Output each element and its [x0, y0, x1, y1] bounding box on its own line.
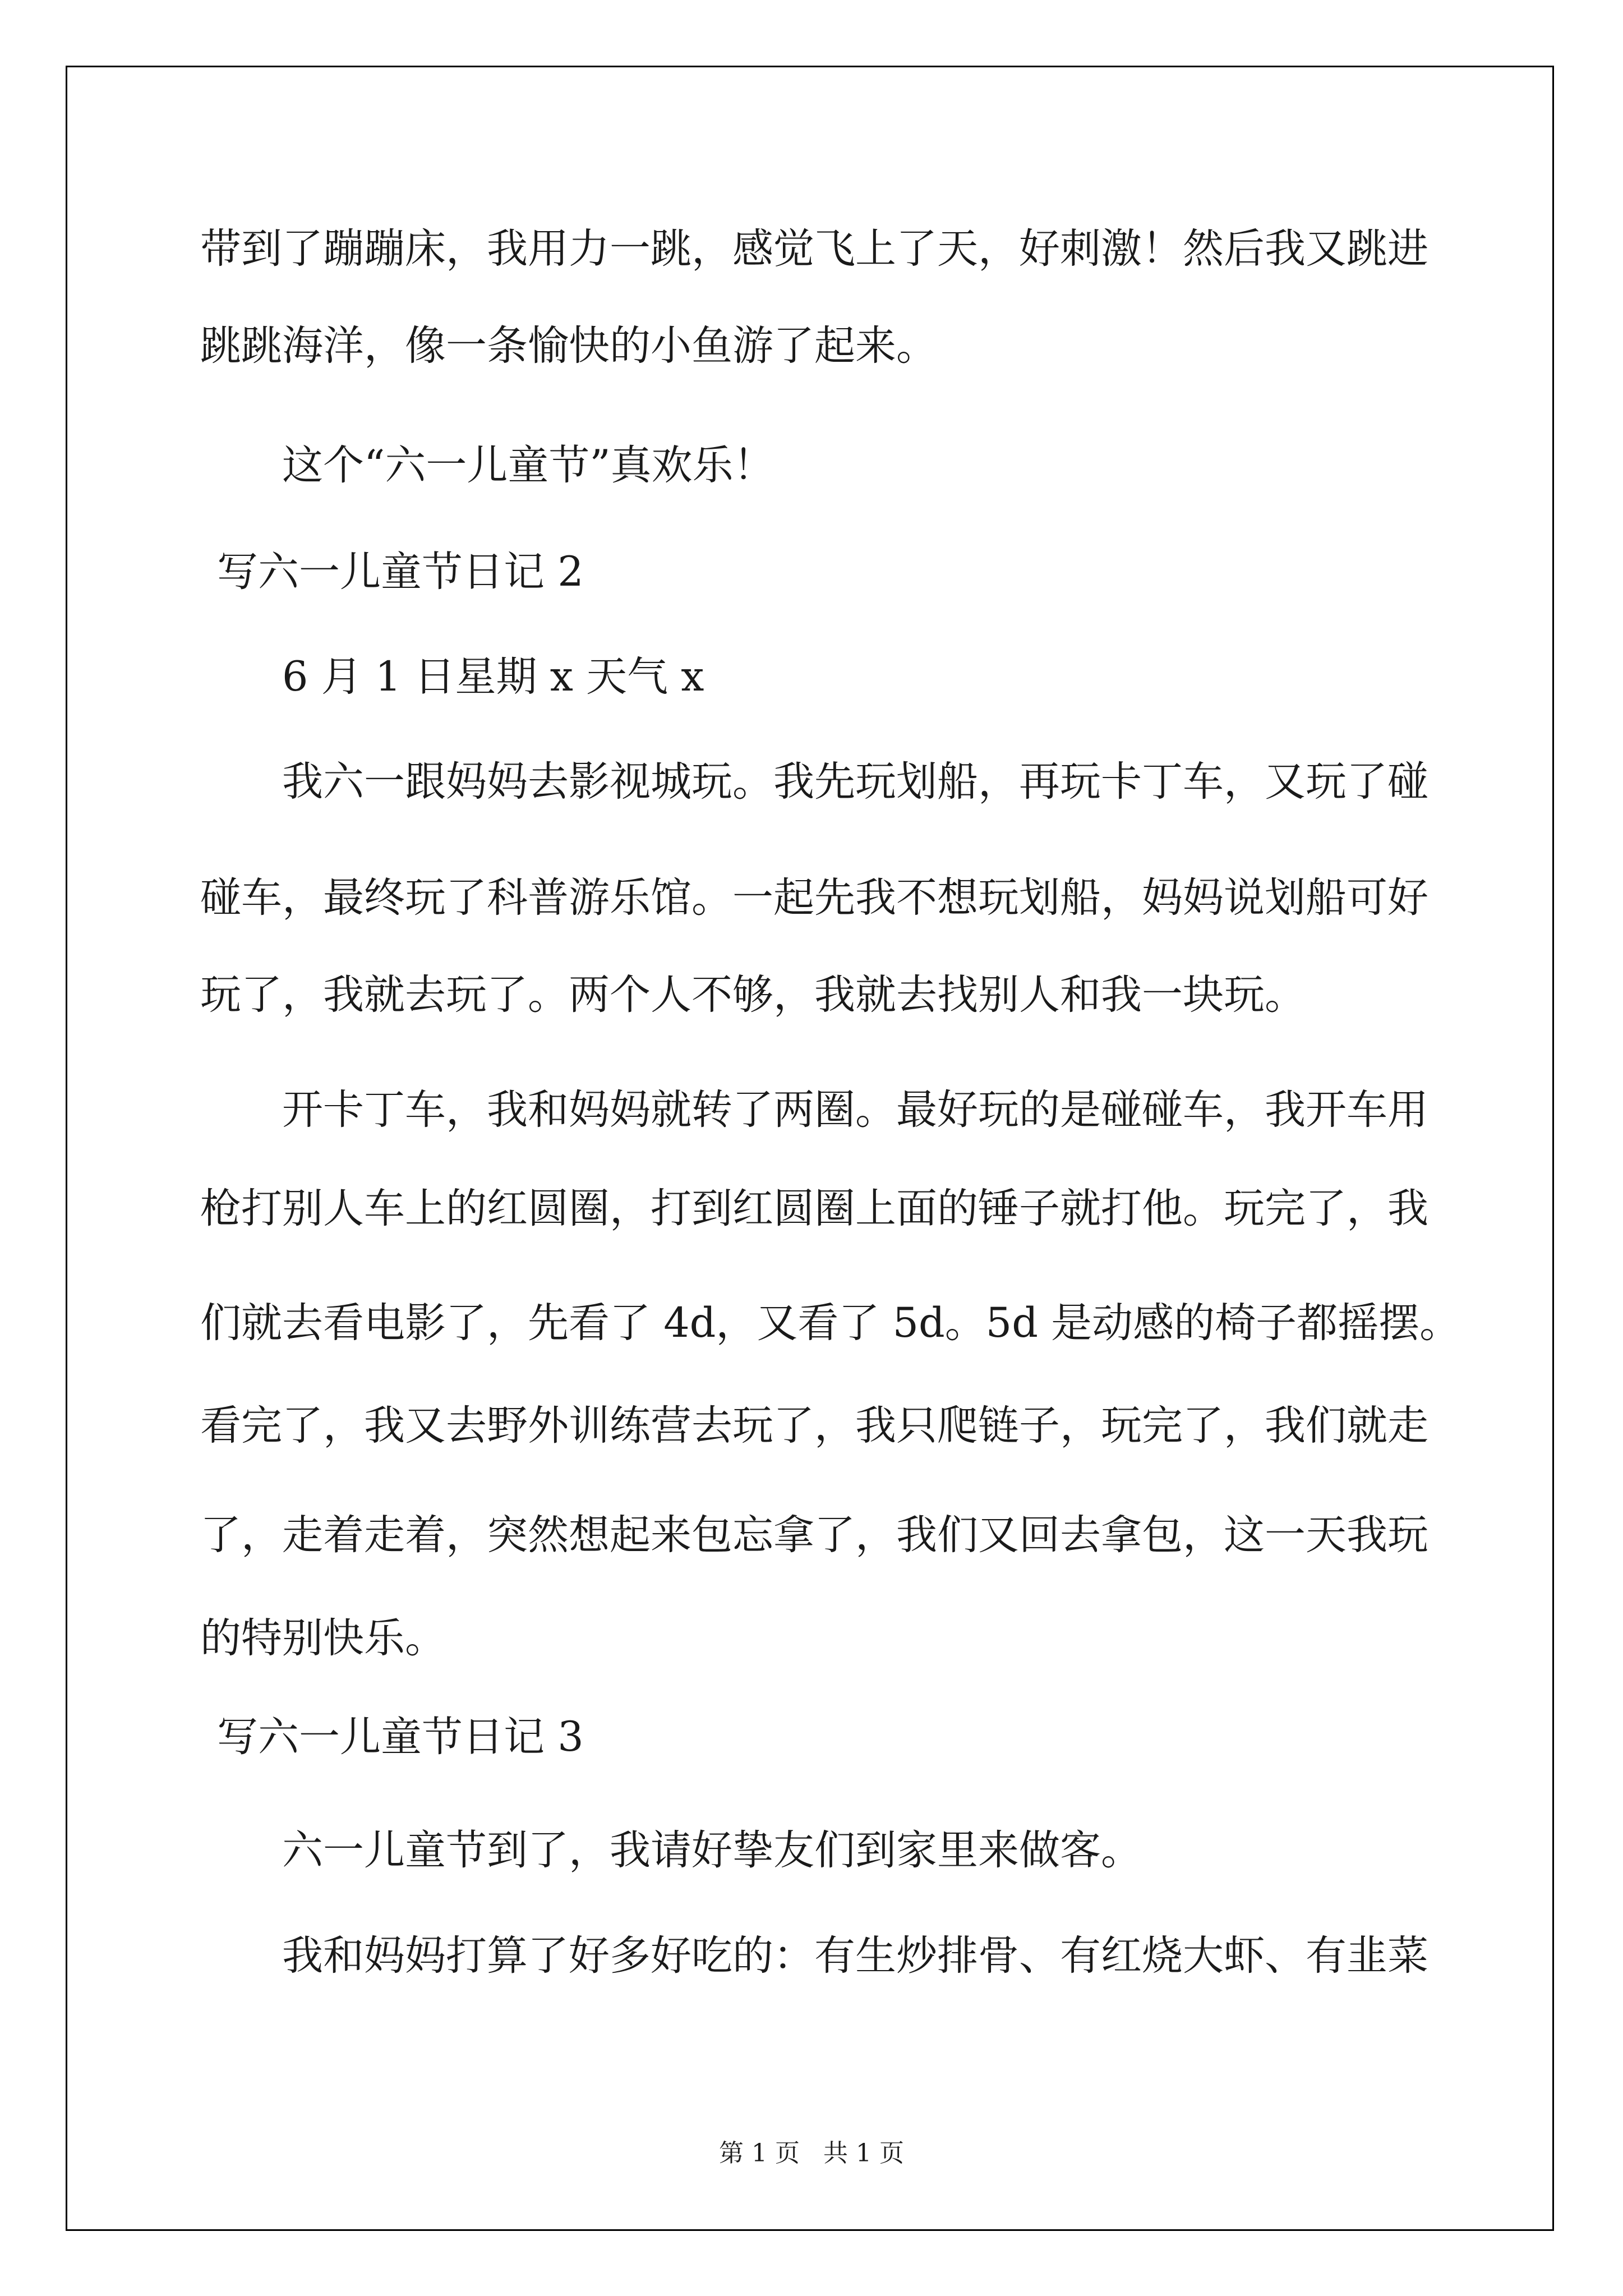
- paragraph-line: 跳跳海洋，像一条愉快的小鱼游了起来。: [200, 322, 937, 370]
- paragraph-line: 了，走着走着，突然想起来包忘拿了，我们又回去拿包，这一天我玩: [200, 1511, 1428, 1559]
- paragraph-line: 我六一跟妈妈去影视城玩。我先玩划船，再玩卡丁车，又玩了碰: [282, 758, 1428, 806]
- paragraph-line: 玩了，我就去玩了。两个人不够，我就去找别人和我一块玩。: [200, 971, 1306, 1019]
- section-heading: 写六一儿童节日记 3: [217, 1713, 584, 1761]
- paragraph-line: 开卡丁车，我和妈妈就转了两圈。最好玩的是碰碰车，我开车用: [282, 1086, 1428, 1134]
- paragraph-line: 看完了，我又去野外训练营去玩了，我只爬链子，玩完了，我们就走: [200, 1402, 1428, 1450]
- section-heading: 写六一儿童节日记 2: [217, 548, 584, 596]
- date-line: 6 月 1 日星期 x 天气 x: [282, 653, 704, 701]
- paragraph-line: 们就去看电影了，先看了 4d，又看了 5d。5d 是动感的椅子都摇摆。: [200, 1299, 1461, 1347]
- page-total: 共 1 页: [823, 2139, 904, 2168]
- paragraph-line: 六一儿童节到了，我请好挚友们到家里来做客。: [282, 1826, 1142, 1874]
- paragraph-line: 带到了蹦蹦床，我用力一跳，感觉飞上了天，好刺激！然后我又跳进: [200, 225, 1428, 273]
- paragraph-line: 我和妈妈打算了好多好吃的：有生炒排骨、有红烧大虾、有韭菜: [282, 1932, 1428, 1980]
- paragraph-line: 碰车，最终玩了科普游乐馆。一起先我不想玩划船，妈妈说划船可好: [200, 874, 1428, 922]
- paragraph-line: 这个“六一儿童节”真欢乐！: [282, 441, 774, 489]
- paragraph-line: 的特别快乐。: [200, 1614, 446, 1662]
- page-number: 第 1 页: [719, 2139, 800, 2168]
- page-footer: [0, 2133, 1623, 2169]
- paragraph-line: 枪打别人车上的红圆圈，打到红圆圈上面的锤子就打他。玩完了，我: [200, 1185, 1428, 1232]
- page-border: [66, 66, 1554, 2231]
